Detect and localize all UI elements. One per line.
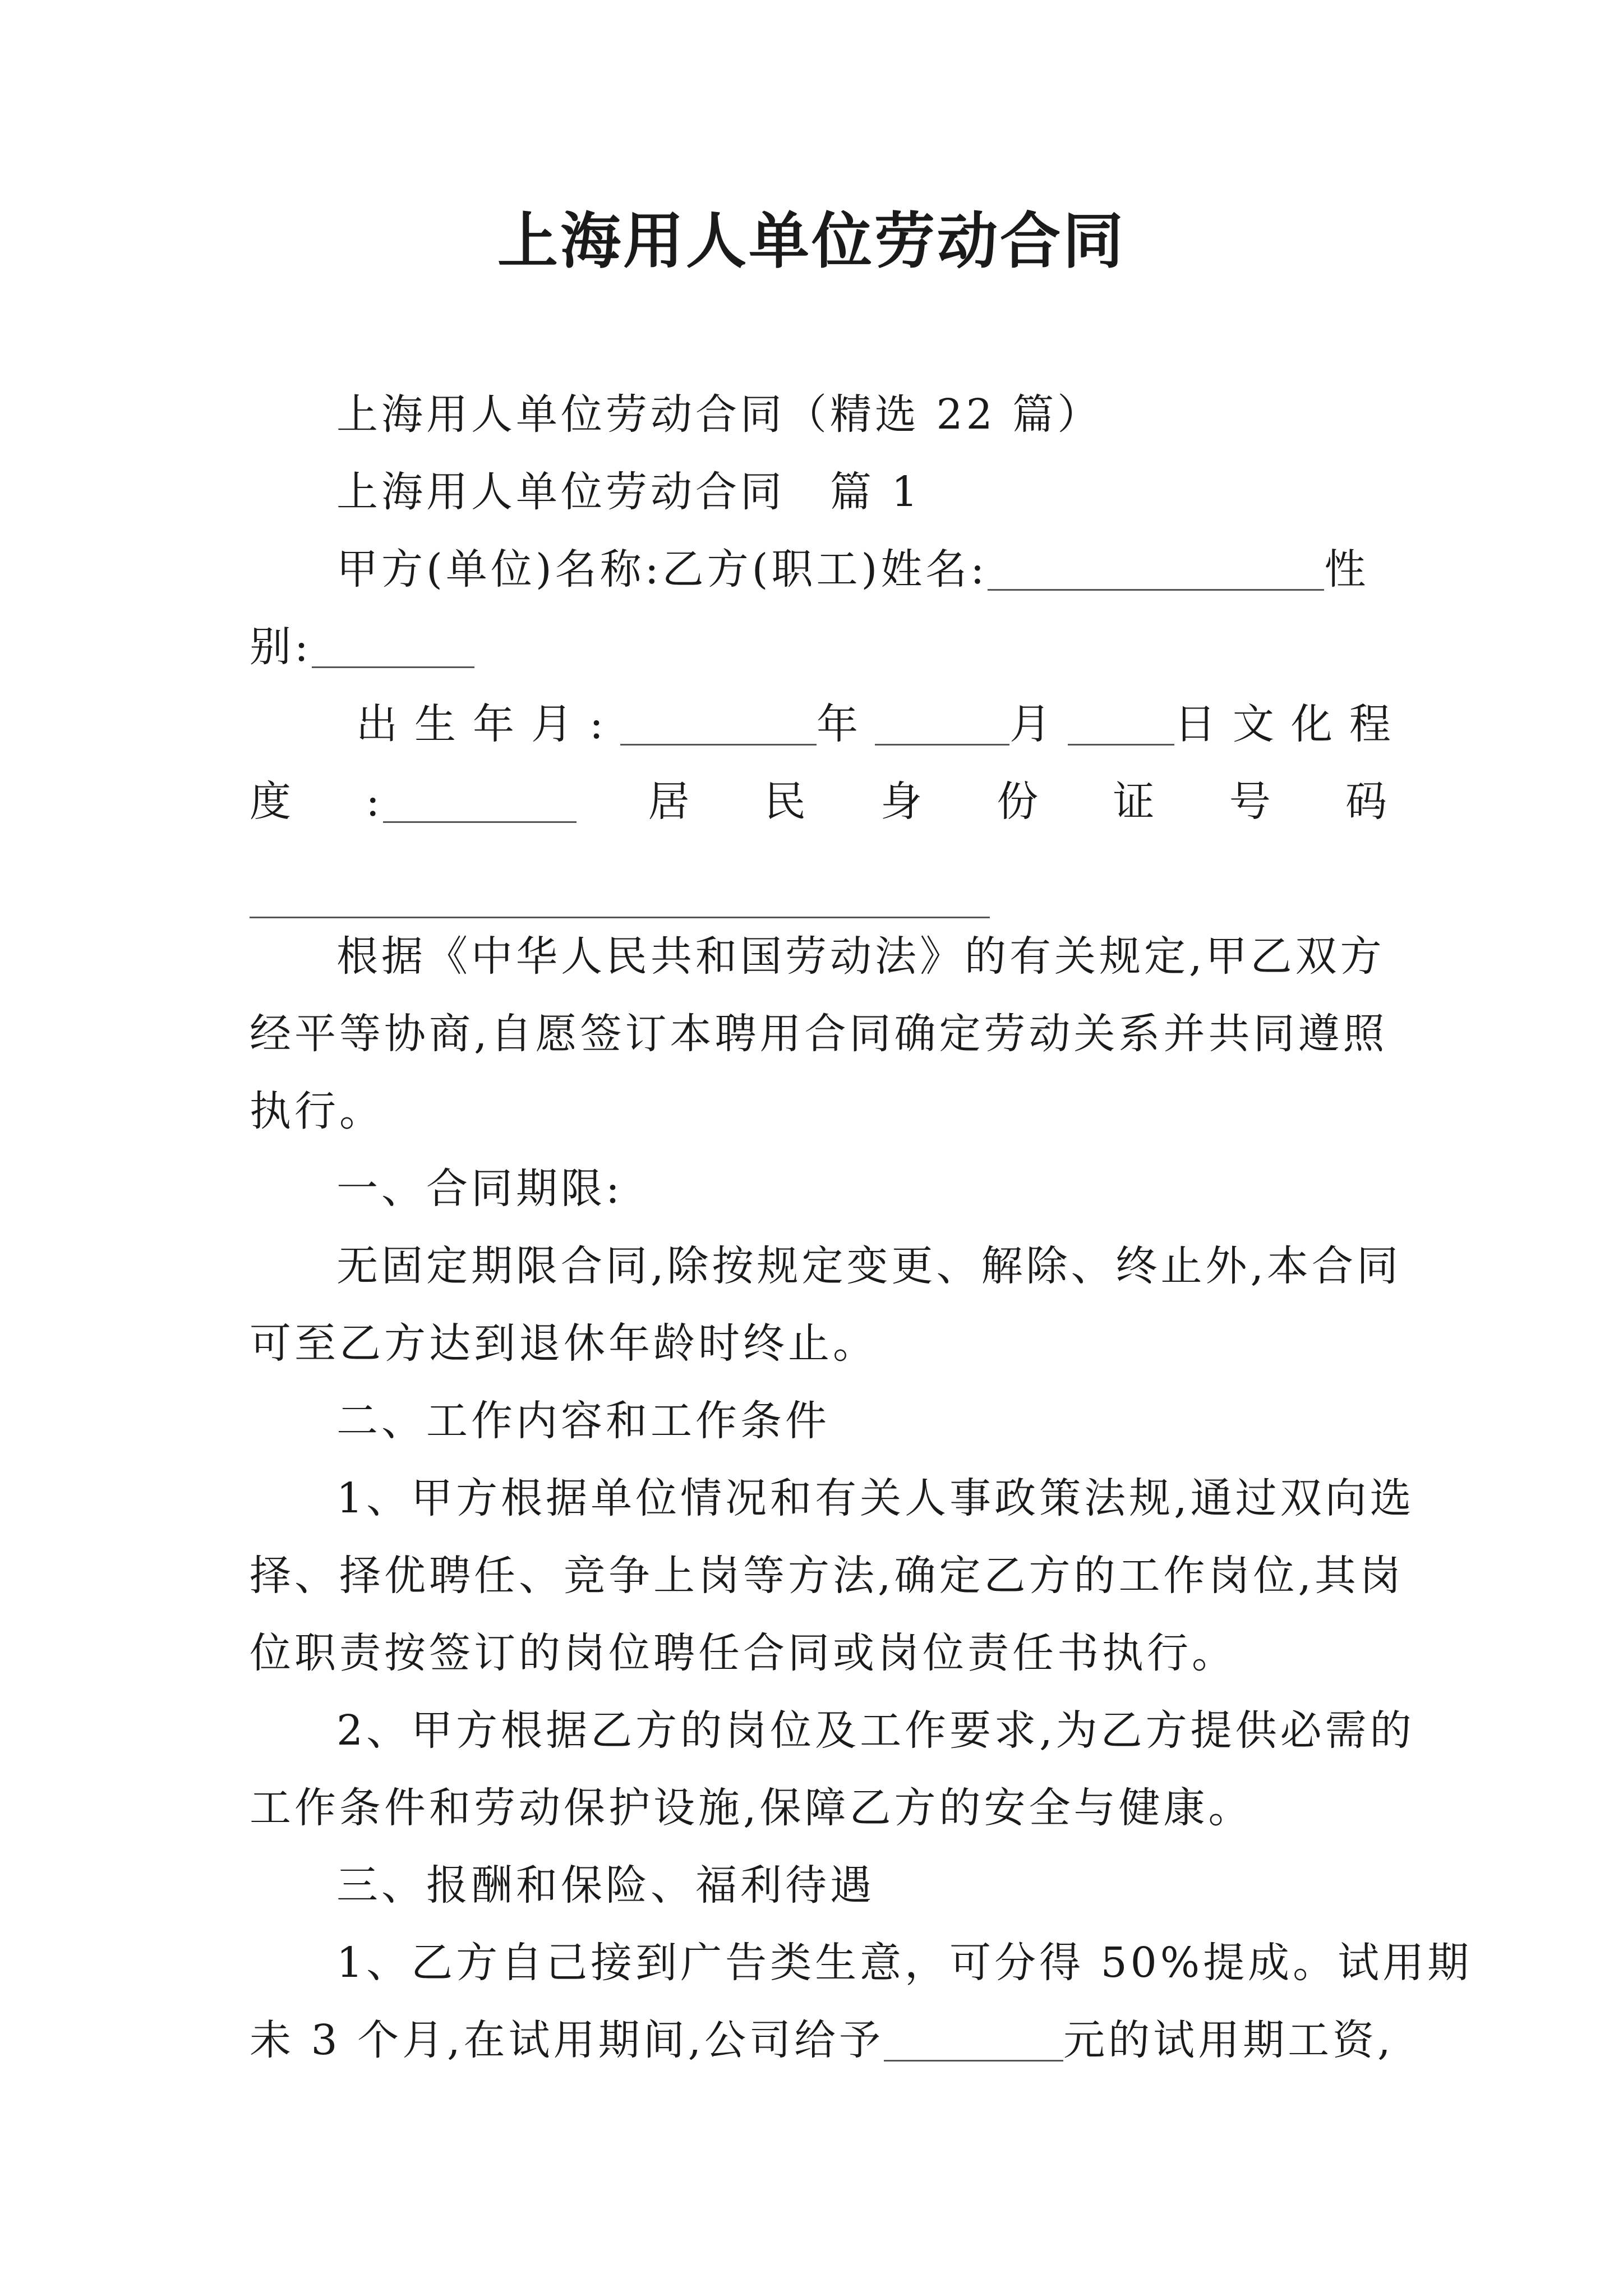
paragraph-text: 1、甲方根据单位情况和有关人事政策法规,通过双向选 [336, 1474, 1415, 1522]
field-label: 证 [1113, 777, 1158, 826]
blank-underline [1068, 702, 1174, 746]
body-line [250, 685, 1408, 763]
body-line [250, 531, 1390, 608]
paragraph-text: 根据《中华人民共和国劳动法》的有关规定,甲乙双方 [336, 932, 1385, 981]
body-line [250, 2001, 1394, 2079]
blank-underline [383, 780, 577, 823]
document-title: 上海用人单位劳动合同 [497, 206, 1126, 277]
body-line [250, 453, 1390, 531]
paragraph-text: 2、甲方根据乙方的岗位及工作要求,为乙方提供必需的 [336, 1706, 1415, 1755]
paragraph-text: 无固定期限合同,除按规定变更、解除、终止外,本合同 [336, 1242, 1402, 1290]
body-line [250, 1073, 1390, 1150]
paragraph-text: 经平等协商,自愿签订本聘用合同确定劳动关系并共同遵照 [250, 1010, 1388, 1058]
body-line [250, 840, 1390, 918]
body-line [250, 1305, 1390, 1382]
field-label: 份 [997, 777, 1042, 826]
document-body [250, 376, 1473, 2079]
blank-underline [988, 547, 1324, 591]
body-line [250, 1769, 1390, 1847]
paragraph-text: 位职责按签订的岗位聘任合同或岗位责任书执行。 [250, 1629, 1237, 1677]
field-label: 度 [250, 777, 294, 826]
body-line [250, 1460, 1415, 1537]
body-line [250, 1150, 1390, 1227]
field-label: 出生年月: [356, 700, 620, 748]
blank-underline [875, 702, 1009, 746]
body-line [250, 763, 1390, 840]
body-line [250, 1614, 1390, 1692]
paragraph-text: 执行。 [250, 1087, 384, 1135]
field-label: 别: [250, 623, 312, 671]
field-label: 年 [816, 700, 875, 748]
body-line [250, 1382, 1390, 1460]
paragraph-text: 元的试用期工资, [1063, 2016, 1394, 2064]
body-line [250, 1537, 1405, 1614]
body-line [250, 995, 1390, 1073]
doc-subtitle: 上海用人单位劳动合同（精选 22 篇） [336, 390, 1103, 439]
body-line [250, 1847, 1390, 1924]
paragraph-text: 1、乙方自己接到广告类生意，可分得 50%提成。试用期 [336, 1939, 1473, 1987]
field-label: : [366, 777, 384, 826]
field-label: 月 [1009, 700, 1068, 748]
body-line [250, 608, 1390, 685]
paragraph-text: 未 3 个月,在试用期间,公司给予 [250, 2016, 884, 2064]
field-label: 甲方(单位)名称:乙方(职工)姓名: [336, 545, 988, 593]
paragraph-text: 工作条件和劳动保护设施,保障乙方的安全与健康。 [250, 1784, 1253, 1832]
field-label: 民 [764, 777, 809, 826]
field-label: 日文化程 [1174, 700, 1408, 748]
blank-underline [620, 702, 817, 746]
body-line [250, 1924, 1473, 2001]
field-label: 性 [1324, 545, 1370, 593]
body-line [250, 376, 1390, 453]
section-heading: 一、合同期限: [336, 1165, 623, 1213]
section-heading: 三、报酬和保险、福利待遇 [336, 1861, 875, 1910]
field-label: 码 [1345, 777, 1390, 826]
blank-underline [312, 625, 474, 668]
field-label: 居 [648, 777, 693, 826]
field-label: 号 [1229, 777, 1274, 826]
blank-underline [884, 2018, 1063, 2062]
section-heading: 二、工作内容和工作条件 [336, 1397, 830, 1445]
field-label: 身 [880, 777, 925, 826]
body-line [250, 1227, 1402, 1305]
section-heading: 上海用人单位劳动合同 篇 1 [336, 468, 921, 516]
body-line [250, 1692, 1415, 1769]
paragraph-text: 可至乙方达到退休年龄时终止。 [250, 1319, 878, 1368]
paragraph-text: 择、择优聘任、竞争上岗等方法,确定乙方的工作岗位,其岗 [250, 1552, 1405, 1600]
body-line [250, 918, 1390, 995]
blank-underline [250, 875, 990, 918]
